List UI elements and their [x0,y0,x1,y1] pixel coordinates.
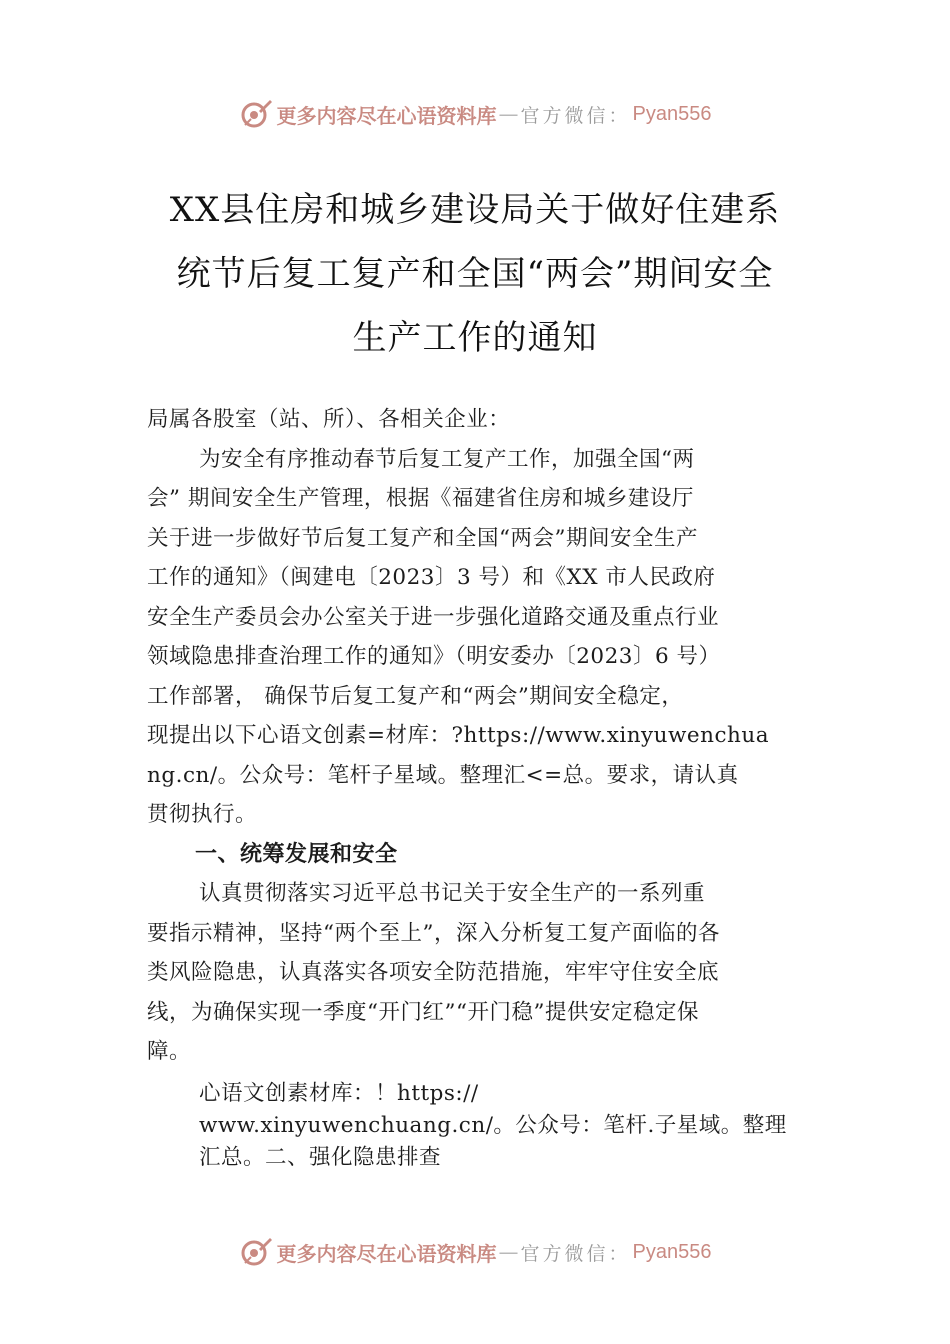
salutation: 局属各股室（站、所）、各相关企业： [147,407,511,432]
pen-logo-icon [239,1235,273,1269]
document-body [147,400,812,1174]
paragraph-line: 汇总。二、强化隐患排查 [199,1144,442,1170]
paragraph-line: 关于进一步做好节后复工复产和全国“两会”期间安全生产 [147,525,698,551]
paragraph-line: 现提出以下心语文创素=材库：?https://www.xinyuwenchua [147,723,770,748]
footer-separator: — [498,1240,519,1264]
title-line: XX县住房和城乡建设局关于做好住建系 [169,190,781,230]
paragraph-line: 工作部署， 确保节后复工复产和“两会”期间安全稳定， [147,683,684,709]
header-banner [0,94,950,134]
paragraph-line: 为安全有序推动春节后复工复产工作，加强全国“两 [199,446,695,472]
paragraph-line: 会” 期间安全生产管理，根据《福建省住房和城乡建设厅 [147,486,694,511]
footer-contact-id: Pyan556 [632,1240,712,1263]
title-line: 生产工作的通知 [352,318,598,358]
paragraph-line: 心语文创素材库：！https:// [199,1080,479,1106]
paragraph-line: 工作的通知》（闽建电〔2023〕3 号）和《XX 市人民政府 [147,565,716,590]
header-brand-text: 更多内容尽在心语资料库 [276,103,497,128]
paragraph-line: www.xinyuwenchuang.cn/。公众号：笔杆.子星域。整理 [199,1112,787,1138]
paragraph-line: 线，为确保实现一季度“开门红”“开门稳”提供安定稳定保 [147,999,699,1025]
header-contact-id: Pyan556 [632,102,712,125]
pen-logo-icon [239,97,273,131]
header-separator: — [498,102,519,126]
footer-contact-label: 官方微信： [520,1242,631,1265]
paragraph-line: 贯彻执行。 [147,802,258,827]
paragraph-line: ng.cn/。公众号：笔杆子星域。整理汇<=总。要求，请认真 [147,762,739,788]
paragraph-line: 认真贯彻落实习近平总书记关于安全生产的一系列重 [199,881,706,906]
footer-banner [0,1232,950,1272]
paragraph-line: 要指示精神，坚持“两个至上”，深入分析复工复产面临的各 [147,920,720,946]
header-contact-label: 官方微信： [520,104,631,127]
paragraph-line: 领域隐患排查治理工作的通知》（明安委办〔2023〕6 号） [147,644,721,669]
paragraph-line: 类风险隐患，认真落实各项安全防范措施，牢牢守住安全底 [147,960,720,985]
paragraph-line: 安全生产委员会办公室关于进一步强化道路交通及重点行业 [147,604,720,630]
section-heading: 一、统筹发展和安全 [195,841,398,867]
footer-brand-text: 更多内容尽在心语资料库 [276,1241,497,1266]
document-title [150,178,800,370]
paragraph-line: 障。 [147,1039,192,1064]
title-line: 统节后复工复产和全国“两会”期间安全 [176,254,774,294]
